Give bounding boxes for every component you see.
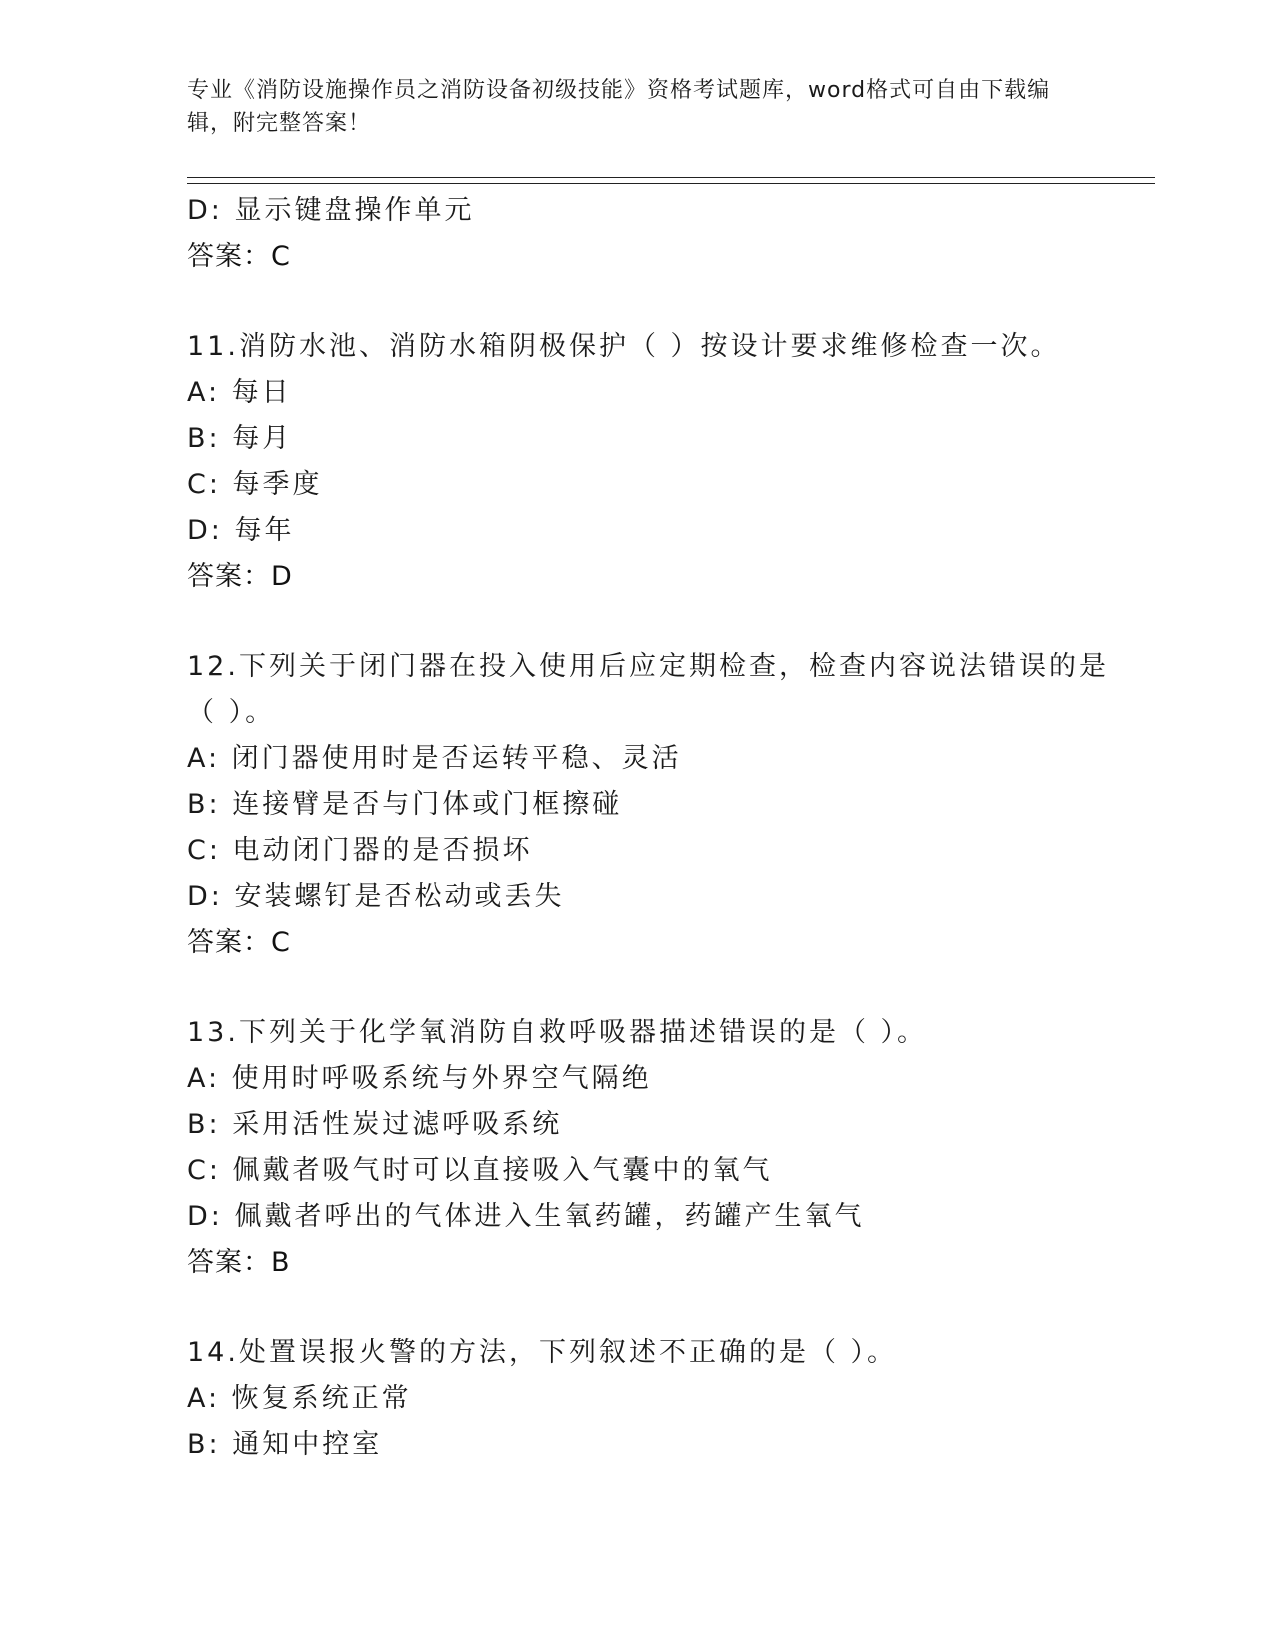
spacer bbox=[187, 280, 1087, 324]
question-11-stem: 11.消防水池、消防水箱阴极保护（ ）按设计要求维修检查一次。 bbox=[187, 331, 1061, 362]
question-13-option-b: B: 采用活性炭过滤呼吸系统 bbox=[187, 1109, 563, 1140]
spacer bbox=[187, 966, 1087, 1010]
question-14-stem: 14.处置误报火警的方法，下列叙述不正确的是（ ）。 bbox=[187, 1337, 898, 1368]
question-12-option-b: B: 连接臂是否与门体或门框擦碰 bbox=[187, 789, 623, 820]
spacer bbox=[187, 1286, 1087, 1330]
question-11-answer: 答案：D bbox=[187, 561, 293, 592]
question-12-answer: 答案：C bbox=[187, 927, 291, 958]
question-11-option-d: D: 每年 bbox=[187, 515, 295, 546]
question-13-option-d: D: 佩戴者呼出的气体进入生氧药罐，药罐产生氧气 bbox=[187, 1201, 865, 1232]
prev-option-d: D: 显示键盘操作单元 bbox=[187, 195, 475, 226]
question-12-stem-line-2: （ ）。 bbox=[187, 697, 276, 728]
question-14-option-b: B: 通知中控室 bbox=[187, 1429, 383, 1460]
spacer bbox=[187, 600, 1087, 644]
question-13-option-c: C: 佩戴者吸气时可以直接吸入气囊中的氧气 bbox=[187, 1155, 773, 1186]
question-12-option-a: A: 闭门器使用时是否运转平稳、灵活 bbox=[187, 743, 682, 774]
page-header: 专业《消防设施操作员之消防设备初级技能》资格考试题库，word格式可自由下载编辑，附完整答案！ bbox=[187, 78, 1051, 136]
question-11-option-b: B: 每月 bbox=[187, 423, 293, 454]
question-11-option-a: A: 每日 bbox=[187, 377, 292, 408]
question-12-stem-line-1: 12.下列关于闭门器在投入使用后应定期检查，检查内容说法错误的是 bbox=[187, 651, 1109, 682]
header-rule-bottom bbox=[187, 183, 1155, 184]
question-13-answer: 答案：B bbox=[187, 1247, 291, 1278]
question-14-option-a: A: 恢复系统正常 bbox=[187, 1383, 412, 1414]
question-13-stem: 13.下列关于化学氧消防自救呼吸器描述错误的是（ ）。 bbox=[187, 1017, 928, 1048]
question-11-option-c: C: 每季度 bbox=[187, 469, 323, 500]
question-list bbox=[187, 188, 1109, 1468]
prev-answer: 答案：C bbox=[187, 241, 291, 272]
question-12-option-c: C: 电动闭门器的是否损坏 bbox=[187, 835, 533, 866]
header-rule-top bbox=[187, 177, 1155, 178]
question-13-option-a: A: 使用时呼吸系统与外界空气隔绝 bbox=[187, 1063, 652, 1094]
question-12-option-d: D: 安装螺钉是否松动或丢失 bbox=[187, 881, 565, 912]
